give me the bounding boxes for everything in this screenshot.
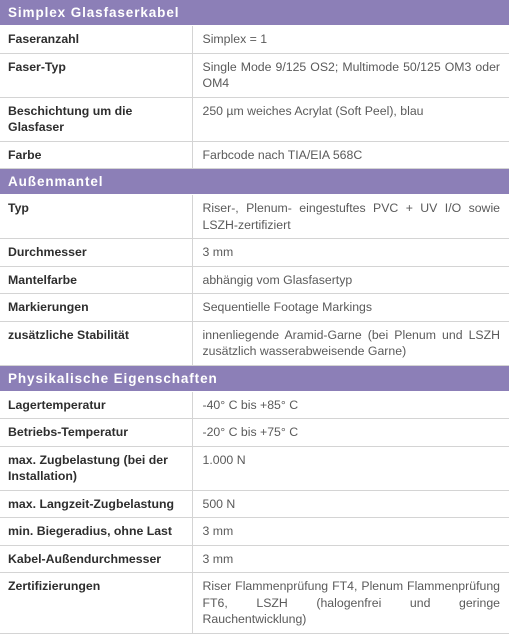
table-row [0, 53, 509, 97]
row-value: Riser Flammenprüfung FT4, Plenum Flammenprüfung FT6, LSZH (halogenfrei und geringe Rauchentwicklung) [192, 573, 509, 634]
row-value: 3 mm [192, 239, 509, 267]
table-row [0, 490, 509, 518]
table-row [0, 294, 509, 322]
table-row [0, 419, 509, 447]
table-row [0, 573, 509, 634]
section-title: Physikalische Eigenschaften [0, 365, 509, 391]
row-label: Beschichtung um die Glasfaser [0, 97, 192, 141]
row-value: 500 N [192, 490, 509, 518]
row-label: Betriebs-Temperatur [0, 419, 192, 447]
row-label: max. Langzeit-Zugbelastung [0, 490, 192, 518]
row-label: Faser-Typ [0, 53, 192, 97]
section-header-row [0, 169, 509, 195]
row-label: max. Zugbelastung (bei der Installation) [0, 446, 192, 490]
row-value: -20° C bis +75° C [192, 419, 509, 447]
section-header-row [0, 0, 509, 26]
table-row [0, 266, 509, 294]
row-label: min. Biegeradius, ohne Last [0, 518, 192, 546]
table-row [0, 195, 509, 239]
row-value: innenliegende Aramid-Garne (bei Plenum und LSZH zusätzlich wasserabweisende Garne) [192, 321, 509, 365]
table-row [0, 518, 509, 546]
row-label: Durchmesser [0, 239, 192, 267]
table-row [0, 239, 509, 267]
table-row [0, 141, 509, 169]
row-label: Kabel-Außendurchmesser [0, 545, 192, 573]
table-row [0, 446, 509, 490]
section-title: Außenmantel [0, 169, 509, 195]
row-value: 1.000 N [192, 446, 509, 490]
row-value: -40° C bis +85° C [192, 391, 509, 419]
row-value: Single Mode 9/125 OS2; Multimode 50/125 OM3 oder OM4 [192, 53, 509, 97]
row-label: zusätzliche Stabilität [0, 321, 192, 365]
row-value: 3 mm [192, 545, 509, 573]
table-row [0, 545, 509, 573]
section-header-row [0, 365, 509, 391]
row-value: 3 mm [192, 518, 509, 546]
row-value: Riser-, Plenum- eingestuftes PVC + UV I/O sowie LSZH-zertifiziert [192, 195, 509, 239]
table-row [0, 321, 509, 365]
row-label: Markierungen [0, 294, 192, 322]
row-label: Mantelfarbe [0, 266, 192, 294]
row-label: Lagertemperatur [0, 391, 192, 419]
row-value: Sequentielle Footage Markings [192, 294, 509, 322]
row-value: abhängig vom Glasfasertyp [192, 266, 509, 294]
row-label: Faseranzahl [0, 26, 192, 54]
row-value: 250 µm weiches Acrylat (Soft Peel), blau [192, 97, 509, 141]
row-value: Simplex = 1 [192, 26, 509, 54]
section-title: Simplex Glasfaserkabel [0, 0, 509, 26]
row-label: Typ [0, 195, 192, 239]
row-label: Zertifizierungen [0, 573, 192, 634]
table-row [0, 26, 509, 54]
row-value: Farbcode nach TIA/EIA 568C [192, 141, 509, 169]
row-label: Farbe [0, 141, 192, 169]
table-row [0, 97, 509, 141]
table-row [0, 391, 509, 419]
